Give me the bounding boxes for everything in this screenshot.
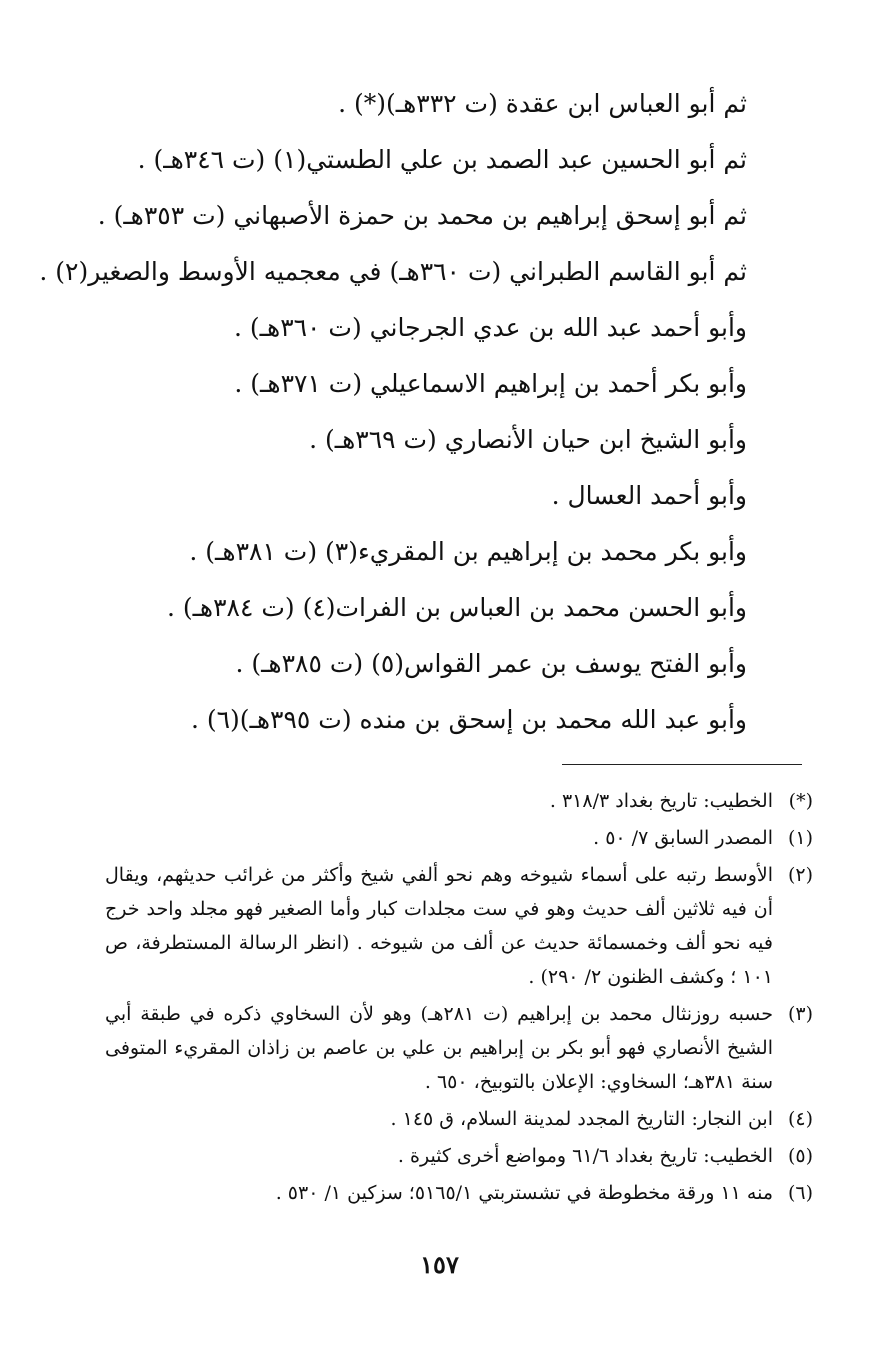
page-number: ١٥٧ — [420, 1250, 459, 1279]
footnote-text: ابن النجار: التاريخ المجدد لمدينة السلام، ق ١٤٥ . — [390, 1108, 773, 1130]
list-item: وأبو بكر محمد بن إبراهيم بن المقريء(٣) (ت ٣٨١هـ) . — [189, 537, 747, 566]
list-item: ثم أبو القاسم الطبراني (ت ٣٦٠هـ) في معجميه الأوسط والصغير(٢) . — [39, 257, 747, 286]
footnote-marker: (٥) — [787, 1145, 813, 1167]
list-item: وأبو أحمد عبد الله بن عدي الجرجاني (ت ٣٦٠هـ) . — [234, 313, 747, 342]
list-item: وأبو بكر أحمد بن إبراهيم الاسماعيلي (ت ٣٧١هـ) . — [234, 369, 747, 398]
footnote-text: الأوسط رتبه على أسماء شيوخه وهم نحو ألفي شيخ وأكثر من غرائب حديثهم، ويقال أن فيه ثلاثين ألف حديث وهو في ست مجلدات كبار وأما الصغير فهو مجلد واحد خرج فيه نحو ألف وخمسمائة حديث عن ألف من شيوخه . (انظر الرسالة المستطرفة، ص ١٠١ ؛ وكشف الظنون ٢/ ٢٩٠) . — [105, 864, 773, 988]
footnote-text: المصدر السابق ٧/ ٥٠ . — [593, 827, 773, 849]
footnote — [105, 1176, 813, 1210]
list-item: وأبو أحمد العسال . — [551, 481, 747, 510]
footnote — [105, 1102, 813, 1136]
list-item: ثم أبو العباس ابن عقدة (ت ٣٣٢هـ)(*) . — [338, 89, 747, 118]
footnote-marker: (٤) — [787, 1108, 813, 1130]
footnote-text: منه ١١ ورقة مخطوطة في تشستربتي ٥١٦٥/١؛ سزكين ١/ ٥٣٠ . — [275, 1182, 773, 1204]
footnote-marker: (٦) — [787, 1182, 813, 1204]
list-item: ثم أبو إسحق إبراهيم بن محمد بن حمزة الأصبهاني (ت ٣٥٣هـ) . — [97, 201, 747, 230]
footnotes — [105, 784, 813, 1213]
footnote — [105, 858, 813, 994]
footnote-text: الخطيب: تاريخ بغداد ٣١٨/٣ . — [549, 790, 773, 812]
footnote-divider — [562, 764, 802, 765]
footnote — [105, 1139, 813, 1173]
transmitters-list — [39, 76, 747, 748]
footnote — [105, 997, 813, 1099]
list-item: وأبو الحسن محمد بن العباس بن الفرات(٤) (ت ٣٨٤هـ) . — [166, 593, 747, 622]
footnote — [105, 821, 813, 855]
footnote-marker: (٣) — [787, 1003, 813, 1025]
list-item: وأبو الشيخ ابن حيان الأنصاري (ت ٣٦٩هـ) . — [309, 425, 747, 454]
footnote-marker: (٢) — [787, 864, 813, 886]
footnote-text: الخطيب: تاريخ بغداد ٦١/٦ ومواضع أخرى كثيرة . — [397, 1145, 773, 1167]
list-item: وأبو الفتح يوسف بن عمر القواس(٥) (ت ٣٨٥هـ) . — [235, 649, 747, 678]
footnote-marker: (١) — [787, 827, 813, 849]
footnote-marker: (*) — [788, 790, 813, 812]
footnote-text: حسبه روزنثال محمد بن إبراهيم (ت ٢٨١هـ) وهو لأن السخاوي ذكره في طبقة أبي الشيخ الأنصاري فهو أبو بكر بن إبراهيم بن علي بن عاصم بن زاذان المقريء المتوفى سنة ٣٨١هـ؛ السخاوي: الإعلان بالتوبيخ، ٦٥٠ . — [105, 1003, 773, 1093]
list-item: وأبو عبد الله محمد بن إسحق بن منده (ت ٣٩٥هـ)(٦) . — [190, 705, 747, 734]
list-item: ثم أبو الحسين عبد الصمد بن علي الطستي(١) (ت ٣٤٦هـ) . — [137, 145, 747, 174]
footnote — [105, 784, 813, 818]
